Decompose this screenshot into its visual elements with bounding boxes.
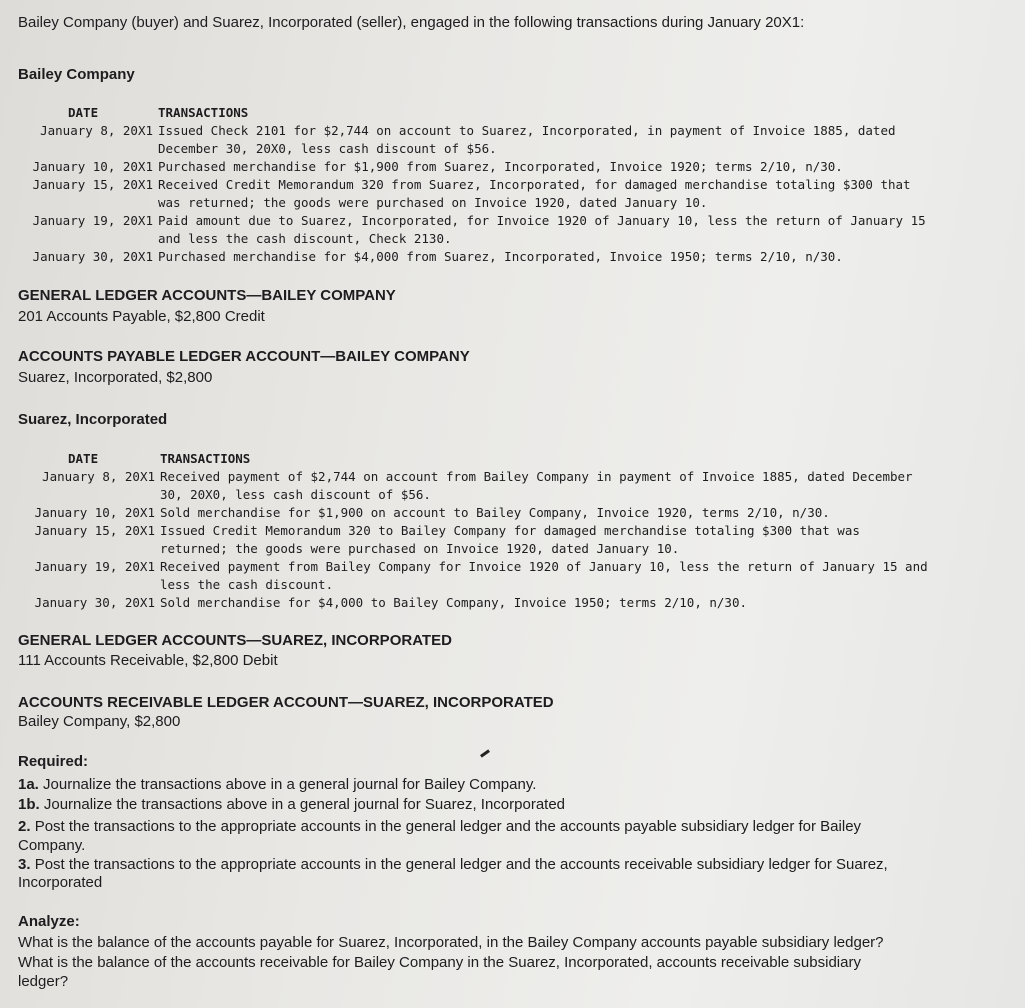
required-item-num: 1b. — [18, 796, 40, 813]
bailey-gl-title: GENERAL LEDGER ACCOUNTS—BAILEY COMPANY — [18, 287, 396, 304]
transaction-date: January 8, 20X1 — [40, 123, 153, 138]
transaction-date: January 10, 20X1 — [32, 159, 153, 174]
suarez-transactions-header: TRANSACTIONS — [160, 451, 251, 466]
suarez-title: Suarez, Incorporated — [18, 411, 168, 428]
transaction-text: returned; the goods were purchased on Invoice 1920, dated January 10. — [160, 541, 680, 556]
bailey-gl-line: 201 Accounts Payable, $2,800 Credit — [18, 308, 265, 325]
required-item-text: Journalize the transactions above in a general journal for Bailey Company. — [43, 776, 537, 793]
transaction-date: January 19, 20X1 — [34, 559, 155, 574]
transaction-text: 30, 20X0, less cash discount of $56. — [160, 487, 431, 502]
transaction-text: Issued Check 2101 for $2,744 on account to Suarez, Incorporated, in payment of Invoice 1885, dated — [158, 123, 896, 138]
intro-text: Bailey Company (buyer) and Suarez, Incorporated (seller), engaged in the following transactions during January 20X1: — [18, 14, 805, 31]
transaction-date: January 19, 20X1 — [32, 213, 153, 228]
transaction-text: Sold merchandise for $4,000 to Bailey Company, Invoice 1950; terms 2/10, n/30. — [160, 595, 747, 610]
required-item-num: 1a. — [18, 776, 39, 793]
transaction-text: Sold merchandise for $1,900 on account to Bailey Company, Invoice 1920, terms 2/10, n/30. — [160, 505, 830, 520]
required-item-text: Post the transactions to the appropriate accounts in the general ledger and the accounts receivable subsidiary ledger for Suarez, — [34, 856, 888, 873]
required-item-2 — [18, 818, 861, 835]
analyze-line-2: What is the balance of the accounts receivable for Bailey Company in the Suarez, Incorporated, accounts receivable subsidiary — [18, 954, 861, 971]
bailey-ap-title: ACCOUNTS PAYABLE LEDGER ACCOUNT—BAILEY COMPANY — [18, 348, 470, 365]
transaction-text: Purchased merchandise for $4,000 from Suarez, Incorporated, Invoice 1950; terms 2/10, n/30. — [158, 249, 843, 264]
suarez-gl-line: 111 Accounts Receivable, $2,800 Debit — [18, 652, 278, 669]
required-item-text: Journalize the transactions above in a general journal for Suarez, Incorporated — [43, 796, 566, 813]
required-item-2-cont: Company. — [18, 837, 86, 854]
transaction-date: January 30, 20X1 — [32, 249, 153, 264]
suarez-gl-title: GENERAL LEDGER ACCOUNTS—SUAREZ, INCORPORATED — [18, 632, 452, 649]
transaction-text: Purchased merchandise for $1,900 from Suarez, Incorporated, Invoice 1920; terms 2/10, n/30. — [158, 159, 843, 174]
bailey-ap-line: Suarez, Incorporated, $2,800 — [18, 369, 213, 386]
suarez-ar-line: Bailey Company, $2,800 — [18, 713, 181, 730]
analyze-title: Analyze: — [18, 913, 80, 930]
transaction-date: January 10, 20X1 — [34, 505, 155, 520]
suarez-date-header: DATE — [68, 451, 99, 466]
transaction-date: January 15, 20X1 — [32, 177, 153, 192]
transaction-text: December 30, 20X0, less cash discount of $56. — [158, 141, 497, 156]
required-title: Required: — [18, 753, 89, 770]
transaction-text: and less the cash discount, Check 2130. — [158, 231, 452, 246]
transaction-date: January 15, 20X1 — [34, 523, 155, 538]
bailey-transactions-header: TRANSACTIONS — [158, 105, 249, 120]
transaction-text: Received payment of $2,744 on account from Bailey Company in payment of Invoice 1885, dated December — [160, 469, 913, 484]
transaction-text: was returned; the goods were purchased on Invoice 1920, dated January 10. — [158, 195, 708, 210]
required-item-1b — [18, 796, 565, 813]
required-item-3 — [18, 856, 888, 873]
suarez-ar-title: ACCOUNTS RECEIVABLE LEDGER ACCOUNT—SUAREZ, INCORPORATED — [18, 694, 554, 711]
transaction-date: January 8, 20X1 — [42, 469, 155, 484]
transaction-date: January 30, 20X1 — [34, 595, 155, 610]
transaction-text: Paid amount due to Suarez, Incorporated, for Invoice 1920 of January 10, less the return of January 15 — [158, 213, 926, 228]
transaction-text: less the cash discount. — [160, 577, 334, 592]
transaction-text: Received Credit Memorandum 320 from Suarez, Incorporated, for damaged merchandise totaling $300 that — [158, 177, 911, 192]
required-item-1a — [18, 776, 536, 793]
required-item-num: 2. — [18, 818, 31, 835]
pen-mark — [480, 749, 490, 757]
bailey-date-header: DATE — [68, 105, 99, 120]
required-item-num: 3. — [18, 856, 31, 873]
transaction-text: Received payment from Bailey Company for Invoice 1920 of January 10, less the return of January 15 and — [160, 559, 928, 574]
required-item-3-cont: Incorporated — [18, 874, 103, 891]
analyze-line-3: ledger? — [18, 973, 69, 990]
bailey-title: Bailey Company — [18, 66, 135, 83]
transaction-text: Issued Credit Memorandum 320 to Bailey Company for damaged merchandise totaling $300 that was — [160, 523, 860, 538]
required-item-text: Post the transactions to the appropriate accounts in the general ledger and the accounts payable subsidiary ledger for Bailey — [34, 818, 862, 835]
analyze-line-1: What is the balance of the accounts payable for Suarez, Incorporated, in the Bailey Company accounts payable subsidiary ledger? — [18, 934, 884, 951]
